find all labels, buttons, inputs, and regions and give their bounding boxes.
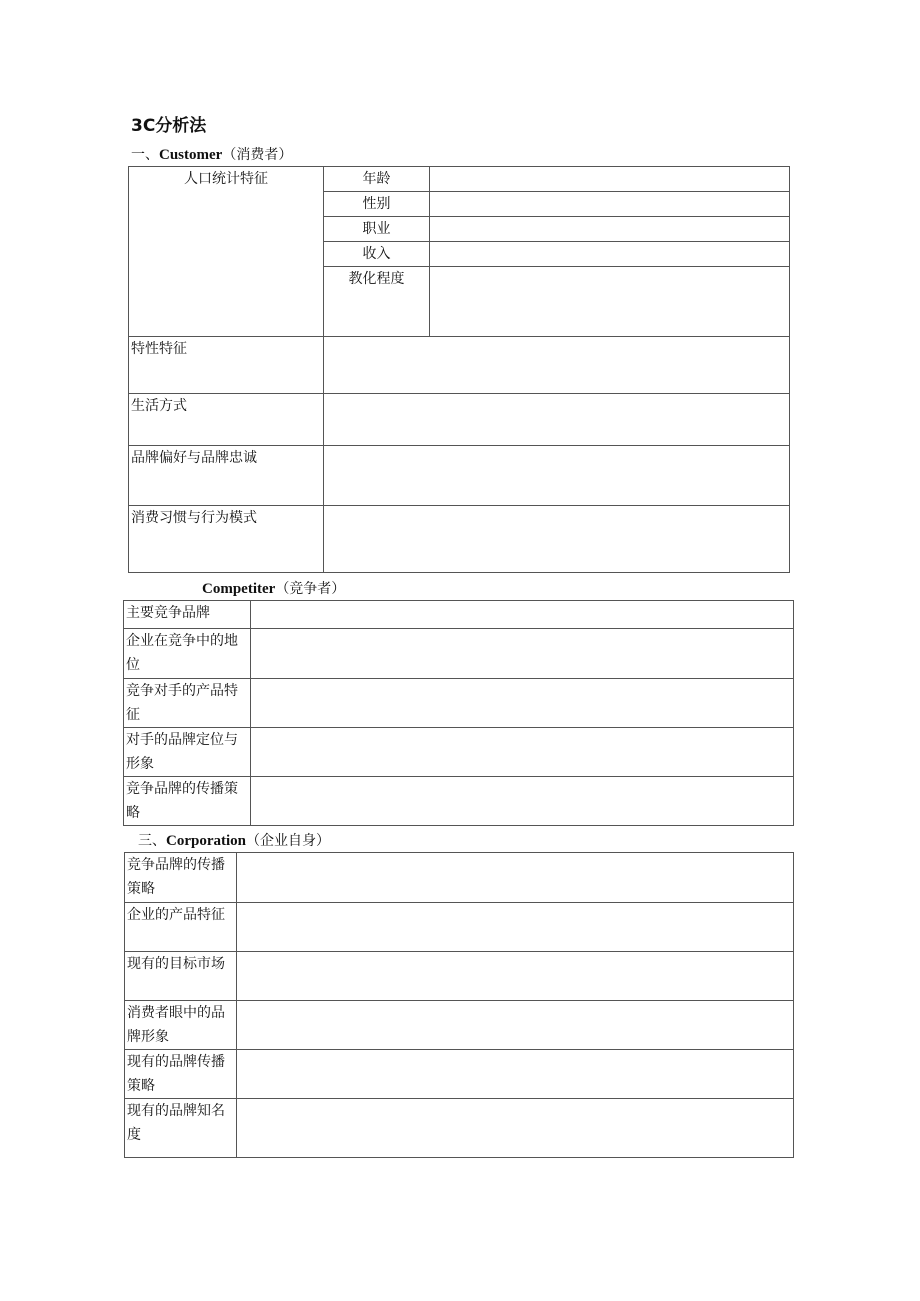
row-label: 企业的产品特征 (125, 903, 237, 952)
table-row (125, 952, 794, 1001)
demographic-field-value[interactable] (430, 192, 790, 217)
row-value[interactable] (324, 337, 790, 394)
row-label: 竞争品牌的传播策略 (124, 777, 251, 826)
row-label: 生活方式 (129, 394, 324, 446)
row-value[interactable] (237, 1099, 794, 1158)
demographic-field-label: 职业 (324, 217, 430, 242)
table-row (124, 777, 794, 826)
document-title: 3C分析法 (131, 116, 207, 136)
demographic-field-value[interactable] (430, 167, 790, 192)
row-label: 竞争对手的产品特征 (124, 679, 251, 728)
demographic-field-value[interactable] (430, 242, 790, 267)
row-value[interactable] (237, 903, 794, 952)
demographics-label-cell (129, 167, 324, 337)
row-label: 消费者眼中的品牌形象 (125, 1001, 237, 1050)
row-label: 消费习惯与行为模式 (129, 506, 324, 573)
demographic-field-value[interactable] (430, 217, 790, 242)
demographic-field-label: 教化程度 (324, 267, 430, 337)
table-row (125, 1001, 794, 1050)
row-value[interactable] (251, 777, 794, 826)
table-row (124, 728, 794, 777)
table-row (129, 446, 790, 506)
row-value[interactable] (237, 1050, 794, 1099)
row-label: 现有的品牌知名度 (125, 1099, 237, 1158)
demographic-field-value[interactable] (430, 267, 790, 337)
customer-heading-prefix: 一、 (131, 147, 159, 163)
table-row (124, 629, 794, 679)
row-value[interactable] (251, 728, 794, 777)
row-label: 现有的品牌传播策略 (125, 1050, 237, 1099)
corporation-heading-prefix: 三、 (138, 833, 166, 849)
table-row (129, 167, 790, 192)
demographics-label: 人口统计特征 (184, 171, 268, 187)
table-row (125, 853, 794, 903)
customer-table (128, 166, 790, 573)
row-label: 品牌偏好与品牌忠诚 (129, 446, 324, 506)
row-value[interactable] (237, 952, 794, 1001)
row-label: 企业在竞争中的地位 (124, 629, 251, 679)
row-label: 竞争品牌的传播策略 (125, 853, 237, 903)
customer-heading-cn: （消费者） (222, 147, 293, 163)
row-value[interactable] (324, 506, 790, 573)
competitor-heading-en: Competiter (202, 581, 276, 597)
table-row (125, 1099, 794, 1158)
demographic-field-label: 性别 (324, 192, 430, 217)
customer-section-heading (131, 146, 292, 164)
table-row (129, 337, 790, 394)
row-value[interactable] (251, 629, 794, 679)
row-label: 主要竞争品牌 (124, 601, 251, 629)
table-row (125, 903, 794, 952)
customer-heading-en: Customer (159, 147, 223, 163)
competitor-section-heading (202, 580, 345, 598)
corporation-table (124, 852, 794, 1158)
demographic-field-label: 年龄 (324, 167, 430, 192)
table-row (124, 679, 794, 728)
row-value[interactable] (324, 446, 790, 506)
competitor-heading-cn: （竞争者） (275, 581, 346, 597)
row-value[interactable] (237, 1001, 794, 1050)
row-label: 对手的品牌定位与形象 (124, 728, 251, 777)
row-value[interactable] (324, 394, 790, 446)
row-label: 特性特征 (129, 337, 324, 394)
table-row (129, 506, 790, 573)
row-label: 现有的目标市场 (125, 952, 237, 1001)
table-row (129, 394, 790, 446)
table-row (124, 601, 794, 629)
competitor-table (123, 600, 794, 826)
corporation-section-heading (138, 832, 330, 850)
demographic-field-label: 收入 (324, 242, 430, 267)
row-value[interactable] (251, 679, 794, 728)
row-value[interactable] (251, 601, 794, 629)
corporation-heading-cn: （企业自身） (246, 833, 330, 849)
table-row (125, 1050, 794, 1099)
corporation-heading-en: Corporation (166, 833, 246, 849)
row-value[interactable] (237, 853, 794, 903)
